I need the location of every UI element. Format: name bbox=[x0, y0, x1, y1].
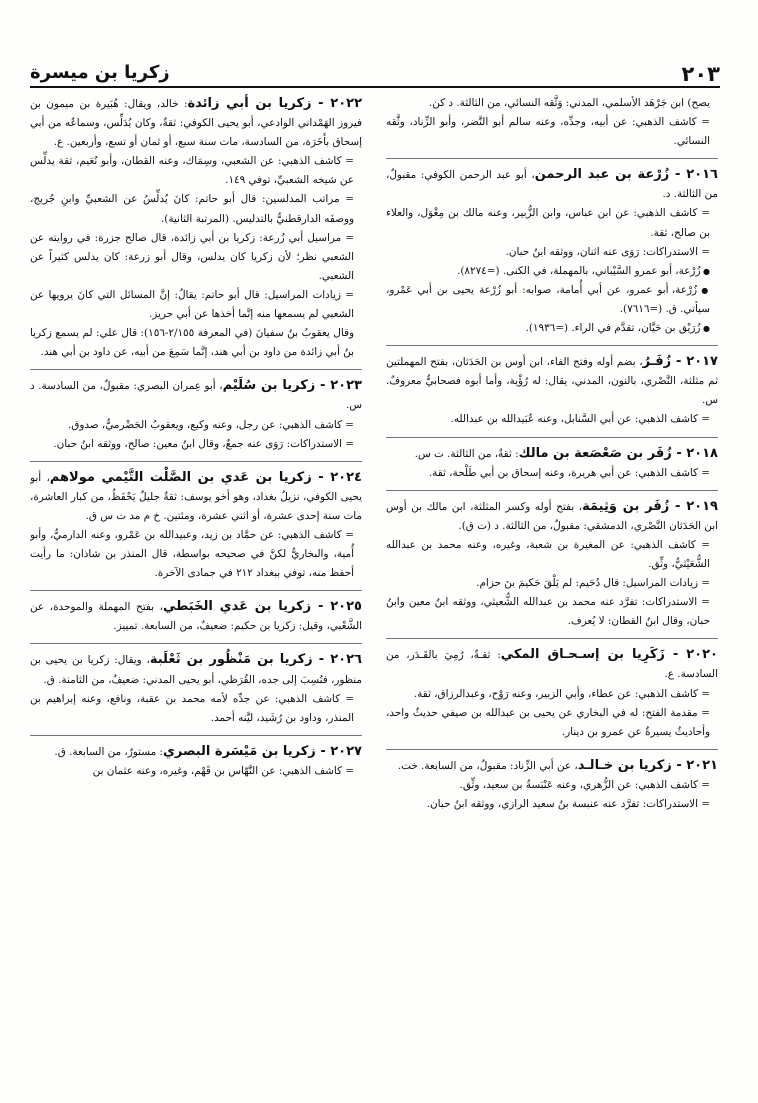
entry-description: ، بفتح أوله وكسر المثلثة، ابن مالك بن أوس ابن الحَدَثان النَّصْري، الدمشقي: مقبولٌ، من الثالثة. د (ت ق). bbox=[386, 500, 718, 532]
annotation-line: = الاستدراكات: رَوَى عنه اثنان، ووثقه ابنُ حبان. bbox=[505, 245, 710, 258]
entry-headword: ٢٠١٩ - زُفَر بن وَثِيمَة bbox=[582, 498, 718, 514]
annotation-line: = كاشف الذهبي: عن ابن عباس، وابن الزُّبير، وعنه مالك بن مِغْوَل، والعلاء بن صالح، ثقة. bbox=[386, 207, 710, 239]
entry-headword: ٢٠٢١ - زكريا بن خـالـد bbox=[577, 757, 718, 773]
header-rule bbox=[30, 86, 720, 88]
biography-entry bbox=[30, 590, 362, 636]
entry-description: : خالد، ويقال: هُبَيرة بن ميمون بن فيروز الهَمْداني الوادعي، أبو يحيى الكوفي: ثقةٌ، وكان يُدَلِّس، وسماعُه من أبي إسحاق بأَخَرَة، من السادسة، مات سنة سبع، أو ثمان أو تسع، وأربعين. ع. bbox=[30, 98, 362, 149]
biography-entry bbox=[386, 437, 718, 483]
entry-description: ، أبو عبد الرحمن الكوفي: مقبولٌ، من الثالثة. د. bbox=[386, 169, 718, 201]
entry-description: ، أبو يحيى الكوفي، نزيلُ بغداد، وهو أخو يوسف: ثقةٌ جليلٌ يَحْفَظُ، من كبار العاشرة، مات سنة إحدى عشرة، أو اثني عشرة، ومئتين. خ م مد ت س ق. bbox=[30, 471, 362, 522]
entry-main-text bbox=[30, 376, 362, 415]
annotation-line: = زيادات المراسيل: قال أبو حاتم: يقالُ: إنَّ المسائل التي كانَ يرويها عن الشعبي لم يسمعها منه إنَّما أخذها عن أبي حريز. bbox=[30, 288, 354, 321]
entry-description: ، بفتح المهملة والموحدة، عن الشَّعْبي، وقيل: زكريا بن حكيم: ضعيفٌ، من السابعة. تمييز. bbox=[30, 601, 362, 633]
annotation-line: = كاشف الذهبي: عن المغيرة بن شعبة، وغيره، وعنه محمد بن عبدالله الشُّعَيْثيُّ، وثِّق. bbox=[386, 538, 710, 570]
entry-main-text bbox=[386, 497, 718, 536]
entry-headword: ٢٠١٨ - زُفَر بن صَعْصَعة بن مالك bbox=[518, 445, 718, 461]
entry-headword: ٢٠٢٥ - زكريا بن عَدي الخَبَطي bbox=[162, 599, 362, 615]
entry-main-text bbox=[386, 352, 718, 410]
annotation-line: = زيادات المراسيل: قال دُحَيم: لم يَلْقَ حَكيمَ بنَ حزام. bbox=[476, 577, 710, 590]
page-number: ٢٠٣ bbox=[681, 62, 720, 86]
running-title: زكريا بن ميسرة bbox=[30, 62, 170, 83]
entry-headword: ٢٠٢٧ - زكريا بن مَيْسَرة البصري bbox=[162, 743, 362, 759]
biography-entry bbox=[30, 369, 362, 453]
entry-headword: ٢٠٢٤ - زكريا بن عَدي بن الصَّلْت التَّيْمي مولاهم bbox=[49, 469, 362, 485]
entry-main-text bbox=[386, 645, 718, 684]
biography-entry bbox=[30, 735, 362, 781]
annotation-line: = كاشف الذهبي: عن الشعبي، وسِمَاك، وعنه القطان، وأبو نُعَيم، ثقة يدلِّس عن شيخه الشعبيِّ، توفي ١٤٩. bbox=[30, 155, 354, 187]
entry-main-text bbox=[30, 94, 362, 152]
annotation-line: = كاشف الذهبي: عن النَّهّاس بن قَهْم، وغيره، وعنه عثمان بن bbox=[92, 764, 354, 777]
entry-description: ، ويقال: زكريا بن يحيى بن منظور، فنُسِبَ إلى جده، القُرَظي، أبو يحيى المدني: ضعيفٌ، من الثامنة. ق. bbox=[30, 654, 362, 686]
entry-main-text bbox=[386, 444, 718, 464]
entry-continuation bbox=[386, 94, 718, 151]
entry-main-text bbox=[30, 742, 362, 762]
left-column bbox=[30, 94, 362, 1094]
biography-entry bbox=[386, 158, 718, 338]
annotation-line: يصح) ابن جَرْهَد الأسلمي، المدني: وَثَّقه النسائي، من الثالثة. د كن. bbox=[428, 97, 710, 109]
annotation-line: = كاشف الذهبي: عن عطاء، وأبي الزبير، وعنه رَوْح، وعبدالرزاق، ثقة. bbox=[413, 687, 710, 700]
entry-main-text bbox=[386, 165, 718, 204]
annotation-line: = مقدمة الفتح: له في البخاري عن يحيى بن عبدالله بن صيفي حديثٌ واحد، وأحاديثُ يسيرةٌ عن عمرو بن دينار. bbox=[386, 706, 710, 738]
biography-entry bbox=[386, 345, 718, 429]
annotation-line: = مراسيل أبي زُرعة: زكريا بن أبي زائدة، قال صالح جزرة: في روايته عن الشعبي نظر؛ لأن زكريا كان يدلس، وقال أبو زرعة: كان يدلس كثيراً عن الشعبي. bbox=[30, 231, 354, 282]
entry-main-text bbox=[30, 650, 362, 689]
biography-entry bbox=[386, 638, 718, 741]
annotation-line: = كاشف الذهبي: عن أبي السَّنابل، وعنه عُبَيدالله بن عبدالله. bbox=[450, 413, 710, 426]
annotation-line: = كاشف الذهبي: عن الزُّهري، وعنه عَنْبَسةُ بن سعيد، وثِّق. bbox=[459, 778, 710, 791]
cross-reference-item: ● زُرْعة، أبو عمرو، عن أبي أُمامة، صوابه: أبو زُرْعة يحيى بن أبي عَمْرو، سيأتي. ق. (=٧٦١٦). bbox=[386, 281, 718, 319]
annotation-line: = كاشف الذهبي: عن جدِّه لأمه محمد بن عقبة، ونافع، وعنه إبراهيم بن المنذر، وداود بن رُشَيد، ليَّنه أحمد. bbox=[30, 692, 354, 724]
entry-description: ، بضم أوله وفتح الفاء، ابن أوس بن الحَدَثان، بفتح المهملتين ثم مثلثة، النَّصْري، بالنون، المدني، يقال: له رُؤْية، وأما أبوه فصحابيٌّ معروفٌ. س. bbox=[386, 356, 718, 407]
entry-description: : ثقـةٌ، رُمِيَ بالقَـدَر، من السادسة. ع. bbox=[386, 649, 718, 681]
entry-headword: ٢٠١٦ - زُرْعة بن عبد الرحمن bbox=[534, 167, 718, 183]
annotation-line: = كاشف الذهبي: عن رجل، وعنه وكيع، ويعقوبُ الحَضْرميُّ، صدوق. bbox=[67, 418, 354, 431]
entry-description: ، أبو عِمران البصري: مقبولٌ، من السادسة. د س. bbox=[30, 380, 362, 412]
entry-headword: ٢٠٢٢ - زكريا بن أبي زائدة bbox=[187, 96, 362, 111]
annotation-line: وقال يعقوبُ بنُ سفيانَ (في المعرفة ٢/١٥٥-١٥٦): قال علي: لم يسمع زكريا بنُ أبي زائدة من داود بن أبي هند، إنَّما سَمِعَ من أبيه، عن داود بن أبي هند. bbox=[30, 327, 354, 359]
entry-description: : ثقةٌ، من الثالثة. ت س. bbox=[414, 447, 519, 460]
entry-headword: ٢٠٢٣ - زكريا بن سُلَيْم bbox=[222, 378, 362, 394]
entry-main-text bbox=[30, 597, 362, 636]
annotation-line: = كاشف الذهبي: عن أبيه، وجدِّه، وعنه سالم أبو النَّضر، وأبو الزِّناد، وثَّقه النسائي. bbox=[386, 116, 710, 148]
annotation-line: = مراتب المدلسين: قال أبو حاتم: كانَ يُدلِّسُ عن الشعبيِّ وابنِ جُريج، ووصفَه الدارقطنيُّ بالتدليس. (المرتبة الثانية). bbox=[30, 193, 354, 225]
entry-description: : مستورٌ، من السابعة. ق. bbox=[54, 745, 163, 758]
annotation-line: = الاستدراكات: رَوَى عنه جمعٌ، وقال ابنُ معين: صالح، ووثقه ابنُ حبان. bbox=[53, 437, 354, 450]
entry-headword: ٢٠٢٠ - زَكَرِيا بن إسـحـاق المكي bbox=[500, 647, 718, 663]
annotation-line: = كاشف الذهبي: عن أبي هريرة، وعنه إسحاق بن أبي طَلْحة، ثقة. bbox=[428, 466, 710, 479]
entry-headword: ٢٠١٧ - زُفَـرُ bbox=[642, 354, 718, 370]
annotation-line: = الاستدراكات: تفرَّد عنه محمد بن عبدالله الشُّعيثي، ووثقه ابنُ معين وابنُ حبان، وقال ابنُ القطان: لا يُعرف. bbox=[386, 596, 710, 628]
biography-entry bbox=[30, 94, 362, 362]
biography-entry bbox=[386, 749, 718, 814]
cross-reference-item: ● زُرَيْق بن حَيَّان، تقدَّم في الراء. (=١٩٣٦). bbox=[386, 319, 718, 338]
entry-main-text bbox=[386, 756, 718, 776]
right-column bbox=[386, 94, 718, 1094]
page-header bbox=[30, 62, 720, 88]
entry-description: ، عن أبي الزِّناد: مقبولٌ، من السابعة. خت. bbox=[397, 759, 578, 772]
cross-reference-item: ● زُرْعة، أبو عمرو السَّيْباني، بالمهملة، في الكنى. (=٨٢٧٤). bbox=[386, 262, 718, 281]
biography-entry bbox=[30, 643, 362, 727]
biography-entry bbox=[30, 461, 362, 584]
annotation-line: = كاشف الذهبي: عن حمَّاد بن زيد، وعبيدالله بن عَمْرو، وعنه الدارميُّ، وأبو أُمية، والبخاريُّ لكنَّ في صحيحه بواسطة، قال المنذر بن شاذان: ما رأيت أحفظ منه، توفي ببغداد ٢١٢ في جمادى الآخرة. bbox=[30, 528, 354, 580]
biography-entry bbox=[386, 490, 718, 632]
entry-headword: ٢٠٢٦ - زكريا بن مَنْظُور بن ثَعْلَبة bbox=[149, 652, 362, 668]
entry-main-text bbox=[30, 468, 362, 526]
annotation-line: = الاستدراكات: تفرَّد عنه عنبسة بنُ سعيد الرازي، ووثقه ابنُ حبان. bbox=[426, 798, 710, 810]
